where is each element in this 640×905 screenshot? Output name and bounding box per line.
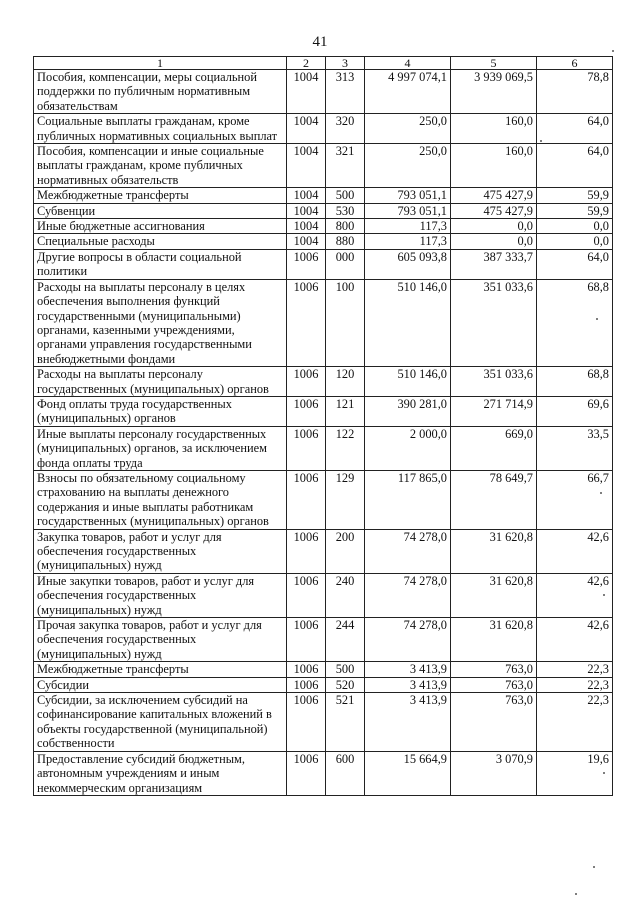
row-execution-percent: 78,8: [537, 70, 613, 114]
row-execution-percent: 68,8: [537, 367, 613, 397]
header-col-2: 2: [287, 57, 326, 70]
row-name: Субвенции: [34, 203, 287, 218]
row-execution-percent: 59,9: [537, 188, 613, 203]
page-number: 41: [312, 34, 328, 50]
row-name: Специальные расходы: [34, 234, 287, 249]
row-plan-amount: 74 278,0: [365, 529, 451, 573]
row-expense-code: 520: [326, 677, 365, 692]
row-name: Межбюджетные трансферты: [34, 188, 287, 203]
row-actual-amount: 763,0: [451, 693, 537, 752]
table-row: [34, 188, 613, 203]
row-expense-code: 320: [326, 114, 365, 144]
row-name: Субсидии, за исключением субсидий на софинансирование капитальных вложений в объекты государственной (муниципальной) собственности: [34, 693, 287, 752]
row-actual-amount: 78 649,7: [451, 470, 537, 529]
table-row: [34, 279, 613, 366]
table-row: [34, 573, 613, 617]
row-name: Иные закупки товаров, работ и услуг для обеспечения государственных (муниципальных) нужд: [34, 573, 287, 617]
scan-speck: [593, 866, 595, 868]
row-actual-amount: 475 427,9: [451, 203, 537, 218]
row-execution-percent: 0,0: [537, 219, 613, 234]
row-plan-amount: 117,3: [365, 219, 451, 234]
row-plan-amount: 74 278,0: [365, 618, 451, 662]
row-name: Расходы на выплаты персоналу в целях обеспечения выполнения функций государственными (муниципальными) органами, казенными учреждениями, органами управления государственными внебюджетными фондами: [34, 279, 287, 366]
row-expense-code: 129: [326, 470, 365, 529]
row-actual-amount: 763,0: [451, 677, 537, 692]
row-plan-amount: 605 093,8: [365, 249, 451, 279]
row-section-code: 1006: [287, 426, 326, 470]
table-row: [34, 470, 613, 529]
row-section-code: 1006: [287, 249, 326, 279]
row-actual-amount: 31 620,8: [451, 618, 537, 662]
table-row: [34, 219, 613, 234]
row-plan-amount: 74 278,0: [365, 573, 451, 617]
row-actual-amount: 475 427,9: [451, 188, 537, 203]
row-section-code: 1004: [287, 219, 326, 234]
row-expense-code: 240: [326, 573, 365, 617]
row-section-code: 1006: [287, 662, 326, 677]
row-actual-amount: 0,0: [451, 219, 537, 234]
row-expense-code: 600: [326, 751, 365, 795]
row-actual-amount: 160,0: [451, 144, 537, 188]
row-expense-code: 121: [326, 396, 365, 426]
scan-speck: [540, 140, 542, 142]
row-plan-amount: 510 146,0: [365, 367, 451, 397]
row-plan-amount: 793 051,1: [365, 188, 451, 203]
row-section-code: 1004: [287, 70, 326, 114]
row-section-code: 1004: [287, 188, 326, 203]
scan-speck: [596, 318, 598, 320]
row-section-code: 1006: [287, 529, 326, 573]
table-row: [34, 693, 613, 752]
table-row: [34, 677, 613, 692]
row-section-code: 1004: [287, 234, 326, 249]
row-execution-percent: 64,0: [537, 249, 613, 279]
row-name: Межбюджетные трансферты: [34, 662, 287, 677]
row-section-code: 1006: [287, 618, 326, 662]
row-execution-percent: 64,0: [537, 144, 613, 188]
row-expense-code: 200: [326, 529, 365, 573]
table-row: [34, 529, 613, 573]
row-section-code: 1004: [287, 114, 326, 144]
row-expense-code: 313: [326, 70, 365, 114]
row-expense-code: 880: [326, 234, 365, 249]
row-name: Взносы по обязательному социальному страхованию на выплаты денежного содержания и иные выплаты работникам государственных (муниципальных) органов: [34, 470, 287, 529]
row-name: Фонд оплаты труда государственных (муниципальных) органов: [34, 396, 287, 426]
table-row: [34, 396, 613, 426]
row-name: Расходы на выплаты персоналу государственных (муниципальных) органов: [34, 367, 287, 397]
row-plan-amount: 4 997 074,1: [365, 70, 451, 114]
row-actual-amount: 387 333,7: [451, 249, 537, 279]
row-execution-percent: 66,7: [537, 470, 613, 529]
row-execution-percent: 0,0: [537, 234, 613, 249]
row-section-code: 1006: [287, 693, 326, 752]
row-section-code: 1006: [287, 396, 326, 426]
scan-speck: [612, 50, 614, 52]
row-plan-amount: 3 413,9: [365, 693, 451, 752]
row-section-code: 1006: [287, 573, 326, 617]
table-row: [34, 70, 613, 114]
row-actual-amount: 3 939 069,5: [451, 70, 537, 114]
row-expense-code: 500: [326, 662, 365, 677]
row-actual-amount: 271 714,9: [451, 396, 537, 426]
row-expense-code: 122: [326, 426, 365, 470]
row-name: Иные выплаты персоналу государственных (муниципальных) органов, за исключением фонда оплаты труда: [34, 426, 287, 470]
row-expense-code: 120: [326, 367, 365, 397]
row-section-code: 1006: [287, 677, 326, 692]
row-actual-amount: 31 620,8: [451, 573, 537, 617]
row-execution-percent: 59,9: [537, 203, 613, 218]
row-expense-code: 800: [326, 219, 365, 234]
row-expense-code: 244: [326, 618, 365, 662]
row-plan-amount: 390 281,0: [365, 396, 451, 426]
table-row: [34, 662, 613, 677]
table-row: [34, 751, 613, 795]
row-plan-amount: 3 413,9: [365, 662, 451, 677]
table-header: [34, 57, 613, 70]
row-name: Закупка товаров, работ и услуг для обеспечения государственных (муниципальных) нужд: [34, 529, 287, 573]
table-body: [34, 70, 613, 796]
row-execution-percent: 22,3: [537, 677, 613, 692]
row-plan-amount: 2 000,0: [365, 426, 451, 470]
row-name: Прочая закупка товаров, работ и услуг для обеспечения государственных (муниципальных) нужд: [34, 618, 287, 662]
scan-speck: [603, 594, 605, 596]
header-col-4: 4: [365, 57, 451, 70]
row-plan-amount: 793 051,1: [365, 203, 451, 218]
header-col-3: 3: [326, 57, 365, 70]
row-expense-code: 321: [326, 144, 365, 188]
row-name: Социальные выплаты гражданам, кроме публичных нормативных социальных выплат: [34, 114, 287, 144]
header-row: [34, 57, 613, 70]
row-execution-percent: 42,6: [537, 573, 613, 617]
row-actual-amount: 3 070,9: [451, 751, 537, 795]
row-execution-percent: 22,3: [537, 693, 613, 752]
row-actual-amount: 669,0: [451, 426, 537, 470]
row-plan-amount: 15 664,9: [365, 751, 451, 795]
row-section-code: 1004: [287, 203, 326, 218]
row-name: Другие вопросы в области социальной политики: [34, 249, 287, 279]
row-actual-amount: 351 033,6: [451, 279, 537, 366]
header-col-1: 1: [34, 57, 287, 70]
row-section-code: 1006: [287, 367, 326, 397]
table-row: [34, 367, 613, 397]
row-actual-amount: 160,0: [451, 114, 537, 144]
table-row: [34, 618, 613, 662]
row-section-code: 1004: [287, 144, 326, 188]
row-name: Пособия, компенсации, меры социальной поддержки по публичным нормативным обязательствам: [34, 70, 287, 114]
budget-table: [33, 56, 613, 796]
row-name: Предоставление субсидий бюджетным, автономным учреждениям и иным некоммерческим организациям: [34, 751, 287, 795]
row-actual-amount: 351 033,6: [451, 367, 537, 397]
row-name: Субсидии: [34, 677, 287, 692]
table-row: [34, 234, 613, 249]
row-execution-percent: 64,0: [537, 114, 613, 144]
row-actual-amount: 763,0: [451, 662, 537, 677]
row-actual-amount: 31 620,8: [451, 529, 537, 573]
row-name: Иные бюджетные ассигнования: [34, 219, 287, 234]
scan-speck: [575, 893, 577, 895]
table-row: [34, 114, 613, 144]
row-plan-amount: 3 413,9: [365, 677, 451, 692]
row-section-code: 1006: [287, 751, 326, 795]
row-expense-code: 530: [326, 203, 365, 218]
row-execution-percent: 69,6: [537, 396, 613, 426]
header-col-5: 5: [451, 57, 537, 70]
table-row: [34, 426, 613, 470]
scan-speck: [600, 492, 602, 494]
row-execution-percent: 42,6: [537, 529, 613, 573]
row-actual-amount: 0,0: [451, 234, 537, 249]
row-plan-amount: 117,3: [365, 234, 451, 249]
table-row: [34, 249, 613, 279]
row-execution-percent: 42,6: [537, 618, 613, 662]
row-execution-percent: 68,8: [537, 279, 613, 366]
row-expense-code: 000: [326, 249, 365, 279]
row-plan-amount: 250,0: [365, 114, 451, 144]
table-row: [34, 144, 613, 188]
row-name: Пособия, компенсации и иные социальные выплаты гражданам, кроме публичных нормативных обязательств: [34, 144, 287, 188]
row-plan-amount: 250,0: [365, 144, 451, 188]
row-expense-code: 100: [326, 279, 365, 366]
row-execution-percent: 22,3: [537, 662, 613, 677]
row-plan-amount: 510 146,0: [365, 279, 451, 366]
table-row: [34, 203, 613, 218]
row-section-code: 1006: [287, 470, 326, 529]
row-expense-code: 500: [326, 188, 365, 203]
row-execution-percent: 19,6: [537, 751, 613, 795]
header-col-6: 6: [537, 57, 613, 70]
row-plan-amount: 117 865,0: [365, 470, 451, 529]
scan-speck: [603, 772, 605, 774]
row-expense-code: 521: [326, 693, 365, 752]
row-section-code: 1006: [287, 279, 326, 366]
row-execution-percent: 33,5: [537, 426, 613, 470]
